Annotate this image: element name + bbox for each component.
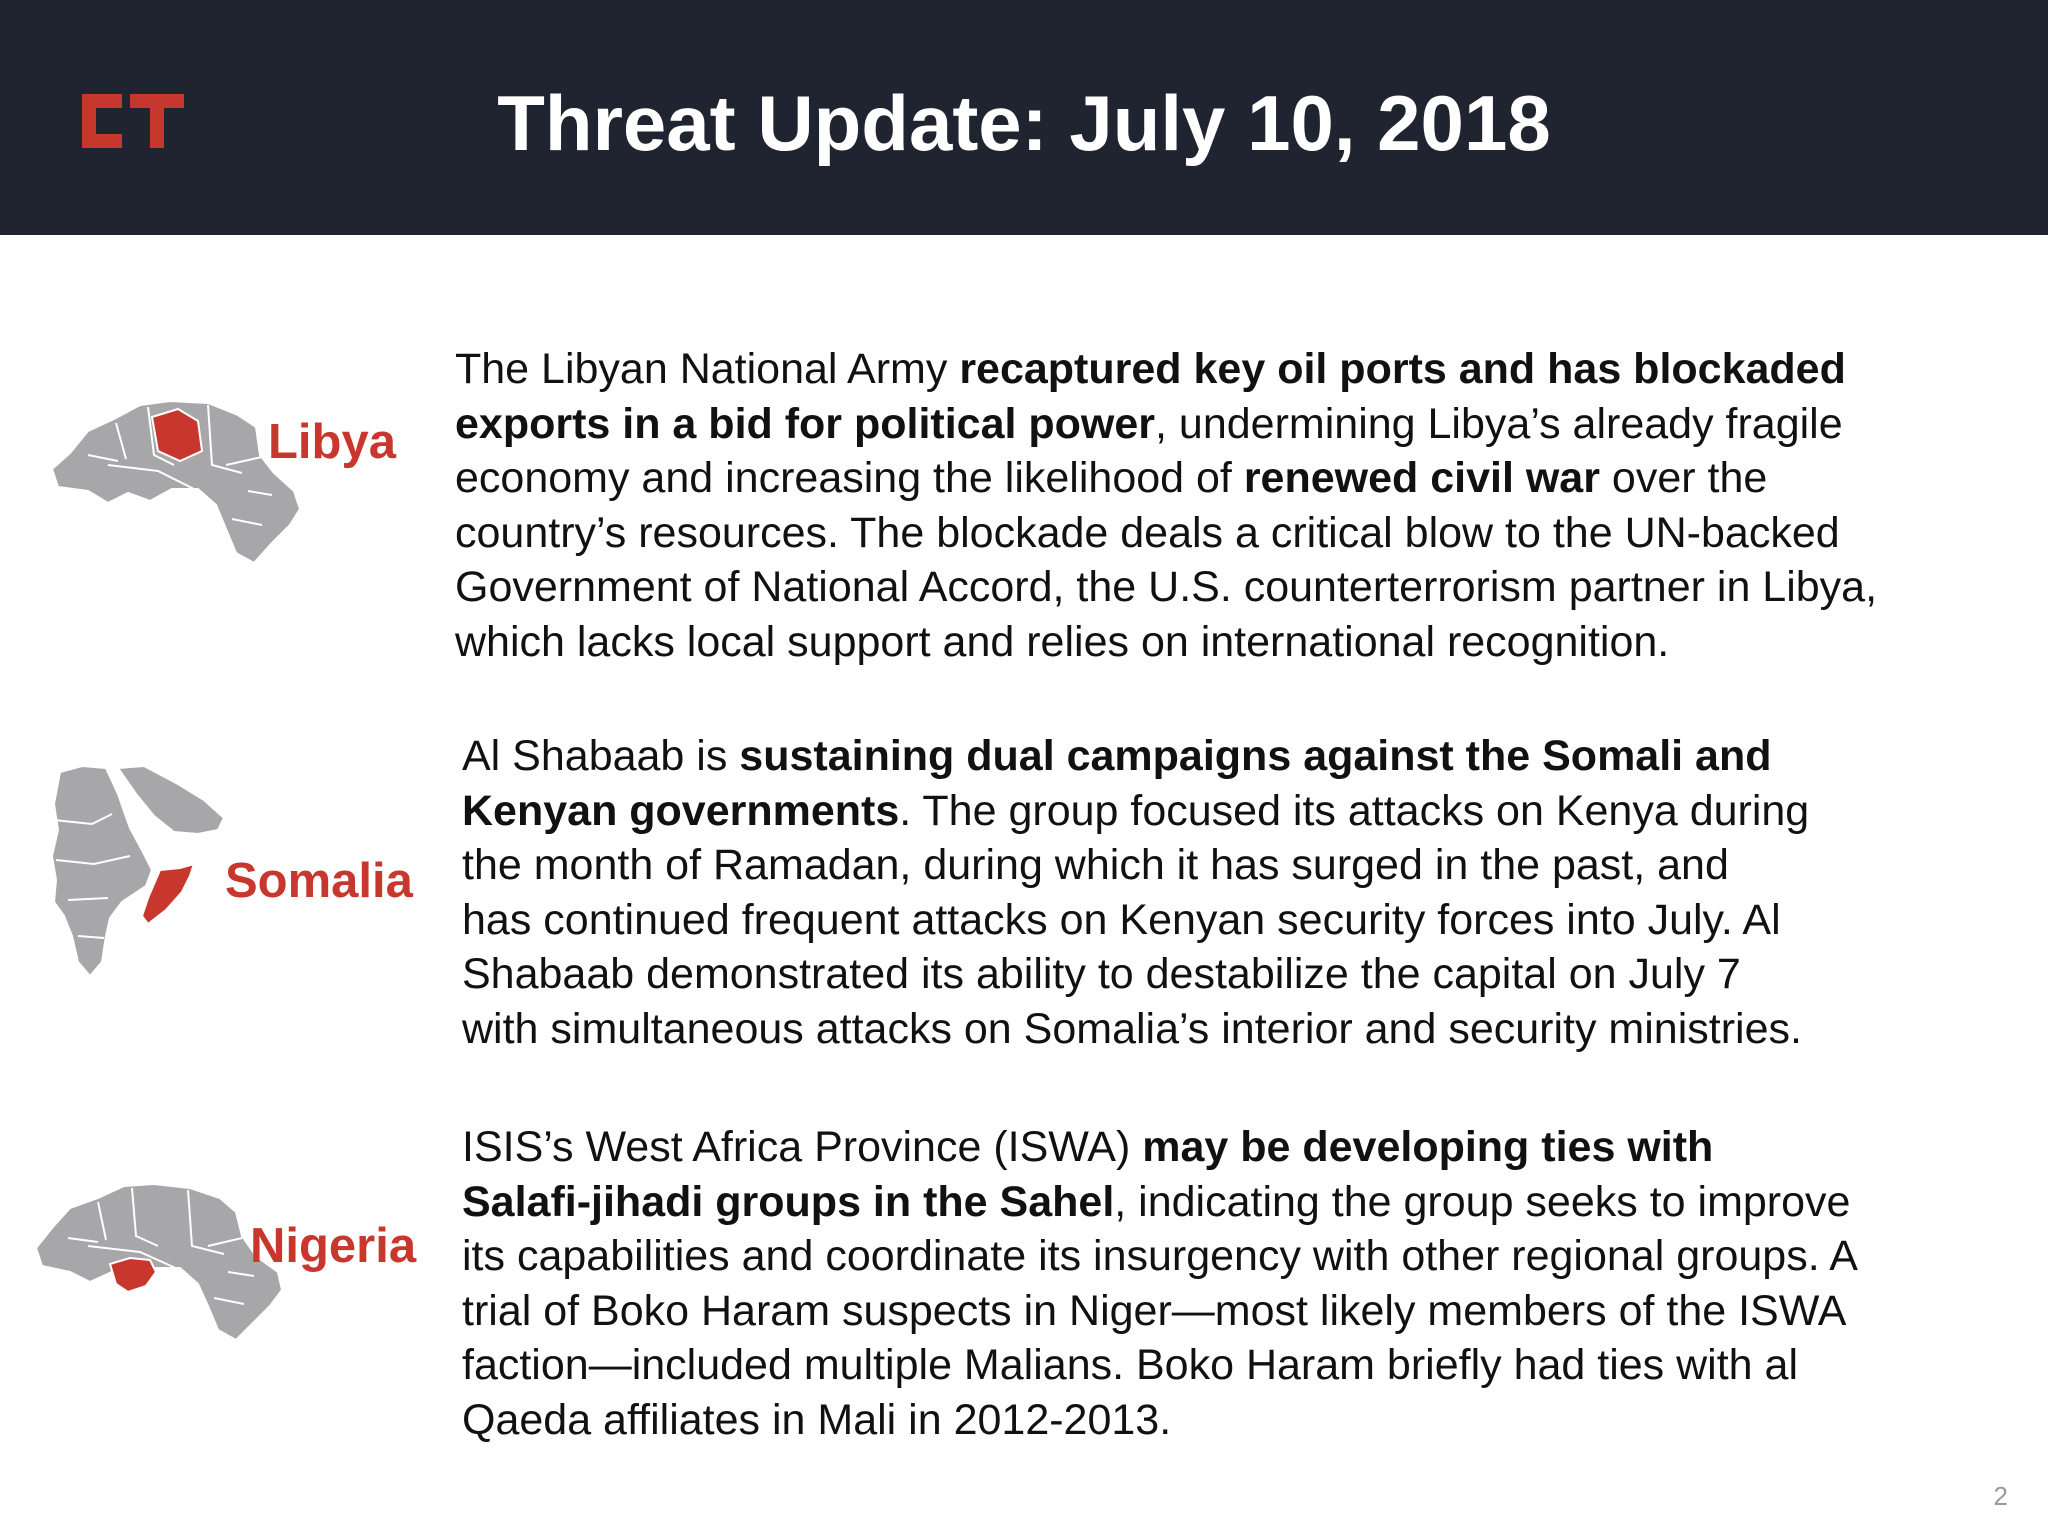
paragraph-line	[462, 1120, 1858, 1175]
page-title: Threat Update: July 10, 2018	[497, 79, 1551, 167]
paragraph-line	[462, 1338, 1858, 1393]
text-run: which lacks local support and relies on international recognition.	[455, 617, 1670, 666]
text-run: ISIS’s West Africa Province (ISWA)	[462, 1123, 1143, 1171]
paragraph-nigeria	[462, 1120, 1858, 1447]
paragraph-line	[455, 342, 1877, 397]
emphasis-text: Salafi-jihadi groups in the Sahel	[462, 1177, 1115, 1226]
text-run: Al Shabaab is	[462, 732, 740, 780]
page-number: 2	[1993, 1481, 2008, 1511]
text-run: faction—included multiple Malians. Boko Haram briefly had ties with al	[462, 1341, 1799, 1389]
paragraph-line	[462, 1229, 1858, 1284]
text-run: The Libyan National Army	[455, 345, 960, 393]
paragraph-line	[455, 451, 1877, 506]
paragraph-line	[455, 615, 1877, 670]
header-bar	[0, 0, 2048, 235]
emphasis-text: sustaining dual campaigns against the Somali and	[739, 732, 1772, 780]
paragraph-line	[462, 1002, 1809, 1057]
text-run: , indicating the group seeks to improve	[1114, 1177, 1851, 1226]
text-run: its capabilities and coordinate its insurgency with other regional groups. A	[462, 1232, 1858, 1280]
paragraph-somalia	[462, 729, 1809, 1056]
emphasis-text: exports in a bid for political power	[455, 399, 1156, 448]
paragraph-line	[462, 729, 1809, 784]
text-run: Government of National Accord, the U.S. counterterrorism partner in Libya,	[455, 563, 1878, 611]
country-label-nigeria: Nigeria	[250, 1219, 417, 1273]
emphasis-text: recaptured key oil ports and has blockaded	[959, 345, 1846, 393]
text-run: trial of Boko Haram suspects in Niger—most likely members of the ISWA	[462, 1286, 1847, 1335]
emphasis-text: renewed civil war	[1243, 454, 1600, 502]
emphasis-text: may be developing ties with	[1142, 1123, 1714, 1171]
paragraph-line	[462, 1175, 1858, 1230]
text-run: economy and increasing the likelihood of	[455, 454, 1244, 502]
text-run: country’s resources. The blockade deals a critical blow to the UN-backed	[455, 508, 1840, 557]
paragraph-line	[455, 506, 1877, 561]
horn-of-africa-map-somalia-highlight-icon	[48, 760, 248, 980]
text-run: Qaeda affiliates in Mali in 2012-2013.	[462, 1395, 1172, 1444]
text-run: Shabaab demonstrated its ability to destabilize the capital on July 7	[462, 950, 1741, 998]
emphasis-text: Kenyan governments	[462, 786, 900, 835]
text-run: has continued frequent attacks on Kenyan security forces into July. Al	[462, 895, 1781, 944]
paragraph-line	[455, 397, 1877, 452]
text-run: . The group focused its attacks on Kenya during	[899, 786, 1810, 835]
paragraph-line	[462, 947, 1809, 1002]
text-run: , undermining Libya’s already fragile	[1155, 399, 1843, 448]
paragraph-line	[462, 1284, 1858, 1339]
text-run: the month of Ramadan, during which it has surged in the past, and	[462, 841, 1729, 889]
paragraph-line	[455, 560, 1877, 615]
country-label-libya: Libya	[268, 415, 396, 469]
country-label-somalia: Somalia	[225, 854, 413, 908]
paragraph-libya	[455, 342, 1877, 669]
text-run: with simultaneous attacks on Somalia’s interior and security ministries.	[462, 1004, 1802, 1053]
paragraph-line	[462, 1393, 1858, 1448]
paragraph-line	[462, 784, 1809, 839]
paragraph-line	[462, 893, 1809, 948]
text-run: over the	[1599, 454, 1768, 502]
paragraph-line	[462, 838, 1809, 893]
